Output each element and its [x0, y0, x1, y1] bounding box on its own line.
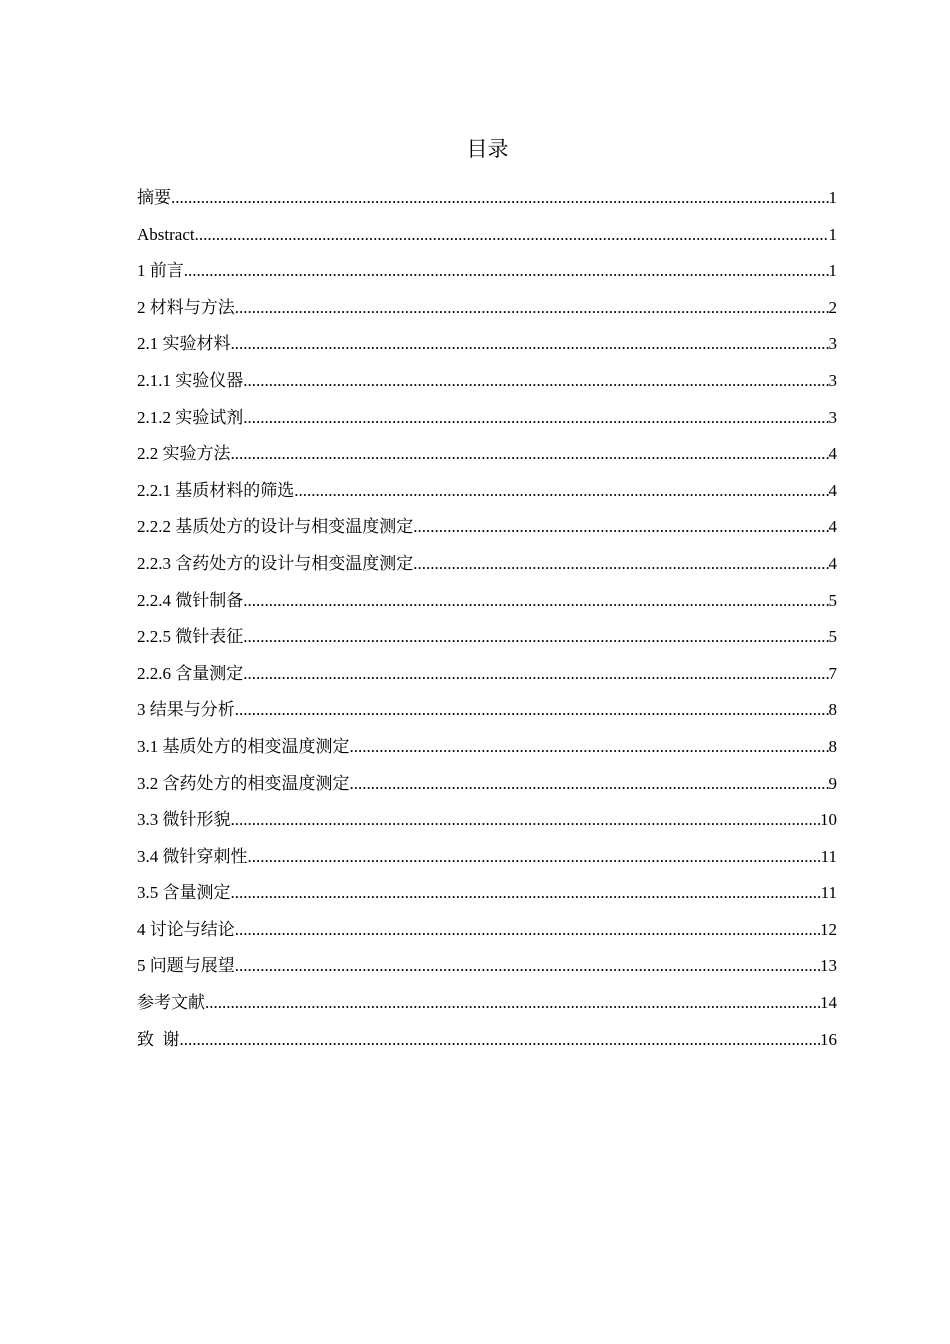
toc-dot-leader: [243, 588, 828, 614]
toc-entry[interactable]: [137, 1027, 837, 1064]
toc-dot-leader: [243, 661, 828, 687]
toc-dot-leader: [413, 551, 828, 577]
toc-dot-leader: [243, 624, 828, 650]
toc-dot-leader: [231, 807, 821, 833]
toc-dot-leader: [243, 405, 828, 431]
toc-entry[interactable]: [137, 331, 837, 368]
toc-dot-leader: [235, 295, 829, 321]
toc-dot-leader: [180, 1027, 821, 1053]
toc-entry[interactable]: [137, 697, 837, 734]
toc-entry[interactable]: [137, 258, 837, 295]
toc-entry[interactable]: [137, 551, 837, 588]
toc-entry-page: 5: [828, 590, 837, 610]
toc-entry[interactable]: [137, 222, 837, 259]
toc-entry-page: 8: [828, 736, 837, 756]
toc-entry[interactable]: [137, 917, 837, 954]
toc-entry[interactable]: [137, 771, 837, 808]
toc-entry-label: 4 讨论与结论: [137, 919, 235, 939]
toc-entry-label: 2.1 实验材料: [137, 334, 231, 354]
toc-entry-page: 10: [820, 810, 837, 830]
toc-entry-label: 2.2.2 基质处方的设计与相变温度测定: [137, 517, 414, 537]
toc-entry-page: 3: [828, 370, 837, 390]
toc-entry-page: 1: [828, 188, 837, 207]
toc-entry-label: 2.2.3 含药处方的设计与相变温度测定: [137, 553, 414, 573]
toc-entry[interactable]: [137, 441, 837, 478]
toc-entry[interactable]: [137, 624, 837, 661]
toc-entry-page: 2: [828, 297, 837, 317]
toc-entry[interactable]: [137, 185, 837, 222]
toc-dot-leader: [235, 953, 820, 979]
toc-entry-label: 参考文献: [137, 993, 205, 1013]
toc-entry-label: 1 前言: [137, 261, 184, 281]
toc-entry[interactable]: [137, 953, 837, 990]
toc-dot-leader: [248, 844, 821, 870]
toc-entry-label: 2.2 实验方法: [137, 444, 231, 464]
toc-entry[interactable]: [137, 588, 837, 625]
toc-entry[interactable]: [137, 368, 837, 405]
toc-entry-page: 4: [828, 517, 837, 537]
toc-entry-label: 3.1 基质处方的相变温度测定: [137, 736, 350, 756]
toc-entry-page: 7: [828, 663, 837, 683]
toc-entry-label: 5 问题与展望: [137, 956, 235, 976]
toc-entry-label: 致 谢: [137, 1029, 180, 1049]
toc-dot-leader: [413, 514, 828, 540]
toc-entry-page: 12: [820, 919, 837, 939]
toc-entry-label: 3.2 含药处方的相变温度测定: [137, 773, 350, 793]
toc-entry-page: 4: [828, 553, 837, 573]
toc-entry-page: 4: [828, 480, 837, 500]
toc-entry-page: 11: [820, 846, 837, 866]
toc-entry[interactable]: [137, 514, 837, 551]
toc-dot-leader: [184, 258, 829, 284]
toc-dot-leader: [235, 917, 820, 943]
toc-dot-leader: [231, 331, 829, 357]
toc-entry[interactable]: [137, 478, 837, 515]
toc-entry-page: 16: [820, 1029, 837, 1049]
toc-entry-page: 13: [820, 956, 837, 976]
toc-entry-label: 3.3 微针形貌: [137, 810, 231, 830]
toc-entry-label: 2.2.5 微针表征: [137, 627, 244, 647]
toc-entry-page: 3: [828, 407, 837, 427]
toc-entry[interactable]: [137, 880, 837, 917]
toc-entry[interactable]: [137, 734, 837, 771]
toc-list: [137, 185, 837, 1063]
toc-entry[interactable]: [137, 807, 837, 844]
toc-dot-leader: [171, 185, 829, 211]
toc-entry-label: 3 结果与分析: [137, 700, 235, 720]
toc-entry[interactable]: [137, 295, 837, 332]
toc-entry-label: 2.2.6 含量测定: [137, 663, 244, 683]
toc-dot-leader: [235, 697, 829, 723]
toc-entry-page: 1: [828, 224, 837, 244]
toc-entry[interactable]: [137, 405, 837, 442]
toc-dot-leader: [243, 368, 828, 394]
toc-dot-leader: [205, 990, 820, 1016]
toc-entry-page: 5: [828, 627, 837, 647]
toc-entry-page: 4: [828, 444, 837, 464]
toc-entry[interactable]: [137, 844, 837, 881]
toc-entry-label: 2 材料与方法: [137, 297, 235, 317]
toc-entry-page: 9: [828, 773, 837, 793]
toc-entry-label: 2.2.4 微针制备: [137, 590, 244, 610]
toc-dot-leader: [231, 880, 821, 906]
toc-title: 目录: [466, 137, 509, 161]
toc-entry-label: 3.4 微针穿刺性: [137, 846, 248, 866]
toc-entry-label: 摘要: [137, 188, 171, 207]
toc-entry-label: Abstract: [137, 224, 195, 244]
toc-entry-label: 2.2.1 基质材料的筛选: [137, 480, 295, 500]
toc-dot-leader: [350, 771, 829, 797]
toc-entry-page: 11: [820, 883, 837, 903]
toc-entry-page: 14: [820, 993, 837, 1013]
toc-dot-leader: [231, 441, 829, 467]
toc-entry-page: 8: [828, 700, 837, 720]
toc-entry-label: 2.1.1 实验仪器: [137, 370, 244, 390]
toc-entry-label: 2.1.2 实验试剂: [137, 407, 244, 427]
toc-dot-leader: [294, 478, 828, 504]
toc-entry[interactable]: [137, 990, 837, 1027]
toc-entry-label: 3.5 含量测定: [137, 883, 231, 903]
toc-entry-page: 1: [828, 261, 837, 281]
toc-entry[interactable]: [137, 661, 837, 698]
toc-entry-page: 3: [828, 334, 837, 354]
toc-dot-leader: [195, 222, 829, 248]
toc-dot-leader: [350, 734, 829, 760]
